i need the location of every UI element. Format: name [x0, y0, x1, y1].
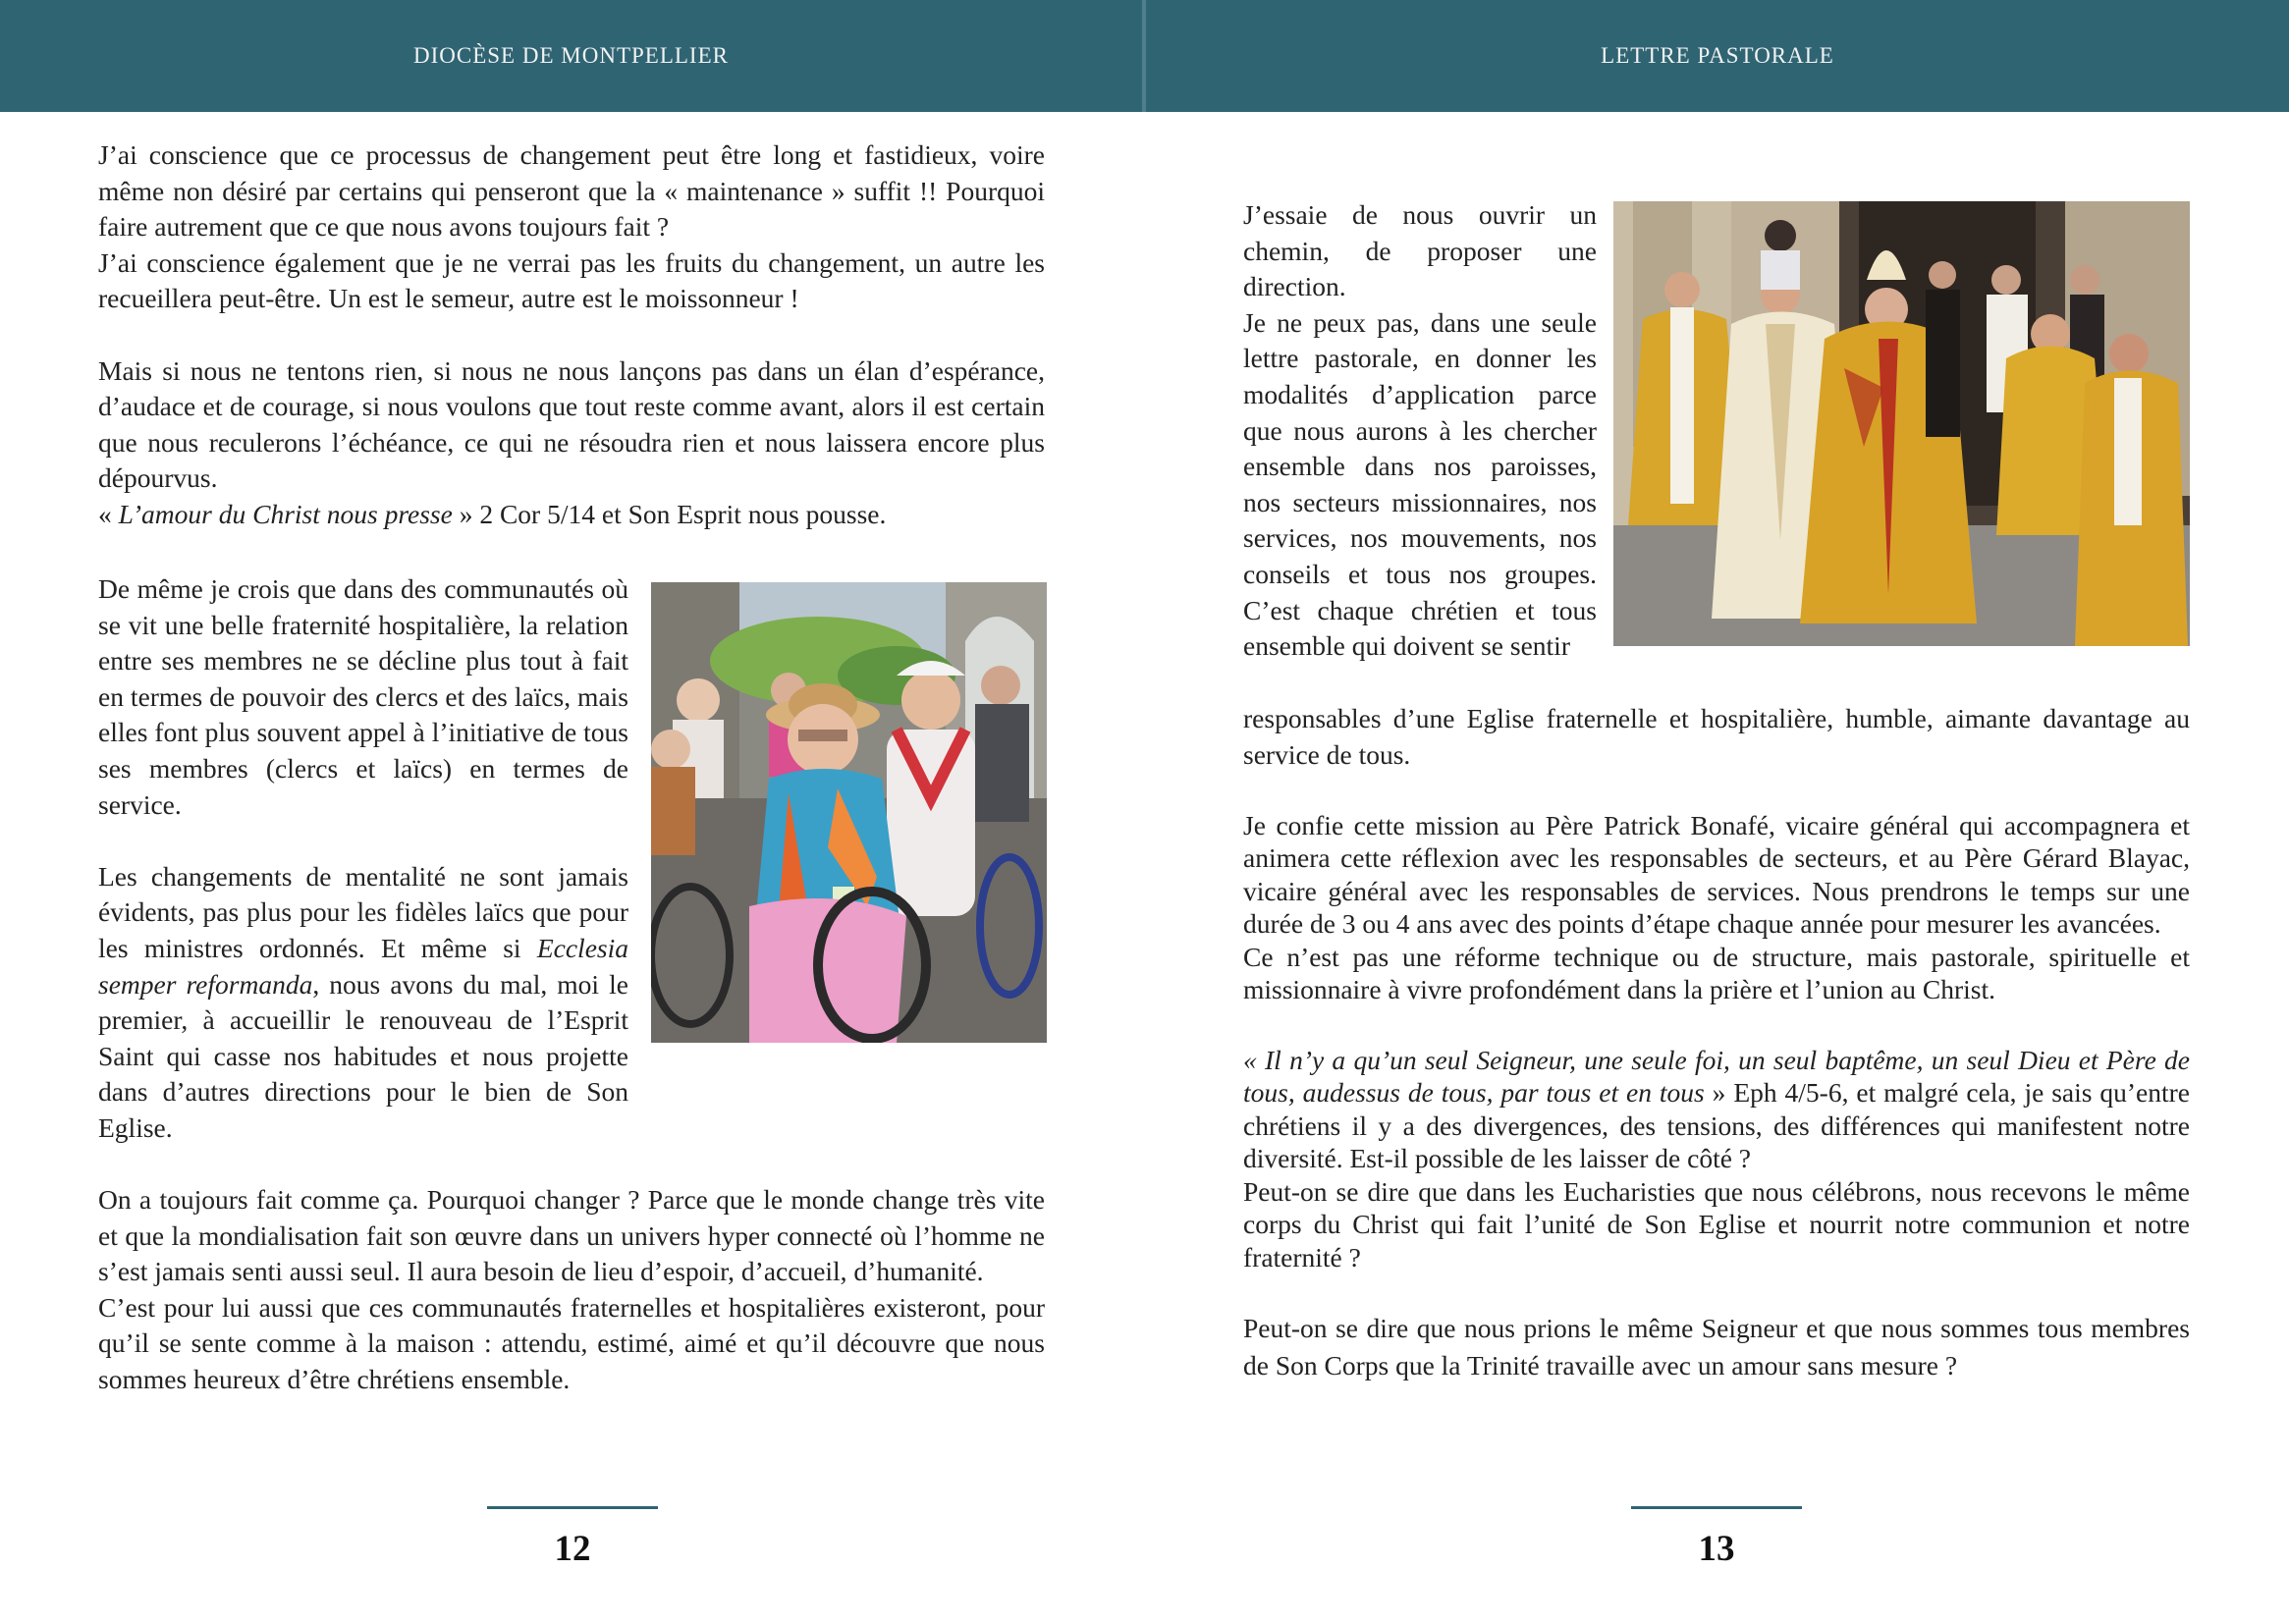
paragraph: Peut-on se dire que nous prions le même Seigneur et que nous sommes tous membres de Son Corps que la Trinité travaille avec un amour sans mesure ?	[1243, 1312, 2190, 1380]
left-header-title: DIOCÈSE DE MONTPELLIER	[413, 43, 729, 68]
paragraph: Je ne peux pas, dans une seule lettre pastorale, en donner les modalités d’application parce que nous aurons à les chercher ensemble dans nos paroisses, nos secteurs missionnaires, nos services, nos mouvements, nos conseils et tous nos groupes. C’est chaque chrétien et tous ensemble qui doivent se sentir	[1243, 306, 1597, 662]
paragraph: Les changements de mentalité ne sont jamais évidents, pas plus pour les fidèles laïcs que pour les ministres ordonnés. Et même si Ecclesia semper reformanda, nous avons du mal, moi le premier, à accueillir le renouveau de l’Esprit Saint qui casse nos habitudes et nous projette dans d’autres directions pour le bien de Son Eglise.	[98, 860, 628, 1143]
paragraph: J’essaie de nous ouvrir un chemin, de proposer une direction.	[1243, 199, 1597, 302]
paragraph: Je confie cette mission au Père Patrick Bonafé, vicaire général qui accompagnera et animera cette réflexion avec les responsables de secteurs, et au Père Gérard Blayac, vicaire général avec les responsables de services. Nous prendrons le temps sur une durée de 3 ou 4 ans avec des points d’étape chaque année pour mesurer les avancées.	[1243, 809, 2190, 940]
page-number-left: 12	[554, 1529, 591, 1569]
right-text-beside-photo	[1243, 197, 1597, 665]
paragraph: Ce n’est pas une réforme technique ou de structure, mais pastorale, spirituelle et missionnaire à vivre profondément dans la prière et l’union au Christ.	[1243, 941, 2190, 1005]
page-number-right: 13	[1698, 1529, 1735, 1569]
left-page-header	[0, 0, 1142, 112]
paragraph: J’ai conscience que ce processus de changement peut être long et fastidieux, voire même non désiré par certains qui penseront que la « maintenance » suffit !! Pourquoi faire autrement que ce que nous avons toujours fait ?	[98, 139, 1045, 243]
right-text-main	[1243, 701, 2190, 1384]
paragraph: « Il n’y a qu’un seul Seigneur, une seule foi, un seul baptême, un seul Dieu et Père de tous, audessus de tous, par tous et en tous » Eph 4/5-6, et malgré cela, je sais qu’entre chrétiens il y a des divergences, des tensions, des différences qui manifestent notre diversité. Est-il possible de les laisser de côté ?	[1243, 1044, 2191, 1174]
left-text-middle	[98, 571, 628, 1147]
paragraph: De même je crois que dans des communautés où se vit une belle fraternité hospitalière, la relation entre ses membres ne se décline plus tout à fait en termes de pouvoir des clercs et des laïcs, mais elles font plus souvent appel à l’initiative de tous ses membres (clercs et laïcs) en termes de service.	[98, 573, 628, 820]
paragraph: C’est pour lui aussi que ces communautés fraternelles et hospitalières existeront, pour qu’il se sente comme à la maison : attendu, estimé, aimé et qu’il découvre que nous sommes heureux d’être chrétiens ensemble.	[98, 1291, 1045, 1394]
paragraph: J’ai conscience également que je ne verrai pas les fruits du changement, un autre les recueillera peut-être. Un est le semeur, autre est le moissonneur !	[98, 246, 1045, 314]
pilgrims-photo	[651, 582, 1047, 1043]
paragraph: On a toujours fait comme ça. Pourquoi changer ? Parce que le monde change très vite et que la mondialisation fait son œuvre dans un univers hyper connecté où l’homme ne s’est jamais senti aussi seul. Il aura besoin de lieu d’espoir, d’accueil, d’humanité.	[98, 1184, 1045, 1287]
right-header-title: LETTRE PASTORALE	[1601, 43, 1834, 68]
left-text-top	[98, 137, 1045, 533]
paragraph: Peut-on se dire que dans les Eucharisties que nous célébrons, nous recevons le même corps du Christ qui fait l’unité de Son Eglise et nourrit notre communion et notre fraternité ?	[1243, 1175, 2190, 1272]
page-number-rule	[1631, 1506, 1802, 1509]
right-page-header	[1146, 0, 2289, 112]
procession-photo	[1613, 201, 2190, 646]
page-number-rule	[487, 1506, 658, 1509]
scripture-quote: « L’amour du Christ nous presse » 2 Cor 5/14 et Son Esprit nous pousse.	[98, 498, 887, 529]
paragraph: responsables d’une Eglise fraternelle et hospitalière, humble, aimante davantage au service de tous.	[1243, 703, 2190, 770]
left-text-bottom	[98, 1182, 1045, 1398]
paragraph: Mais si nous ne tentons rien, si nous ne nous lançons pas dans un élan d’espérance, d’audace et de courage, si nous voulons que tout reste comme avant, alors il est certain que nous reculerons l’échéance, ce qui ne résoudra rien et nous laissera encore plus dépourvus.	[98, 354, 1045, 494]
